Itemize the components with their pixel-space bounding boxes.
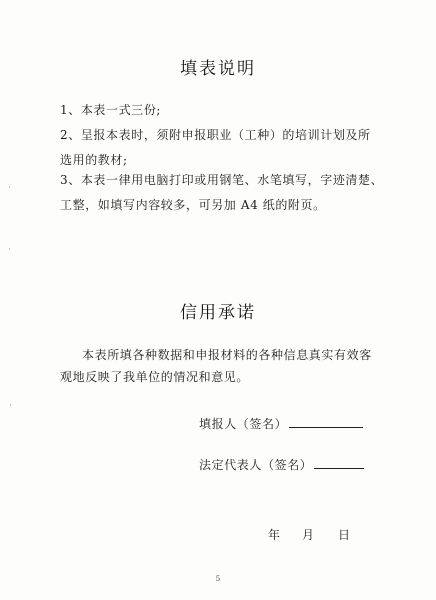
instructions-title: 填表说明 xyxy=(180,59,256,79)
pledge-title: 信用承诺 xyxy=(180,303,256,323)
signer-label: 填报人（签名） xyxy=(199,417,288,431)
page-number: 5 xyxy=(215,575,221,583)
instruction-line: 1、本表一式三份; xyxy=(60,103,162,117)
scan-speck xyxy=(9,186,10,188)
date-year-label: 年 xyxy=(268,528,281,542)
date-day-label: 日 xyxy=(338,528,351,542)
instruction-line: 选用的教材; xyxy=(60,153,128,167)
date-month-label: 月 xyxy=(302,528,315,542)
scan-speck xyxy=(10,404,11,406)
signer-signature-blank[interactable] xyxy=(289,415,363,428)
pledge-text-line: 本表所填各种数据和申报材料的各种信息真实有效客 xyxy=(82,348,372,362)
legal-rep-label: 法定代表人（签名） xyxy=(199,458,313,472)
instruction-line: 工整，如填写内容较多，可另加 A4 纸的附页。 xyxy=(60,198,326,212)
legal-rep-signature-row xyxy=(199,456,364,473)
instruction-line: 3、本表一律用电脑打印或用钢笔、水笔填写，字迹清楚、 xyxy=(60,173,384,187)
instruction-line: 2、呈报本表时，须附申报职业（工种）的培训计划及所 xyxy=(60,128,371,142)
scan-speck xyxy=(9,248,10,250)
signer-signature-row xyxy=(199,415,363,432)
pledge-text-line: 观地反映了我单位的情况和意见。 xyxy=(60,370,250,384)
legal-rep-signature-blank[interactable] xyxy=(314,456,364,469)
